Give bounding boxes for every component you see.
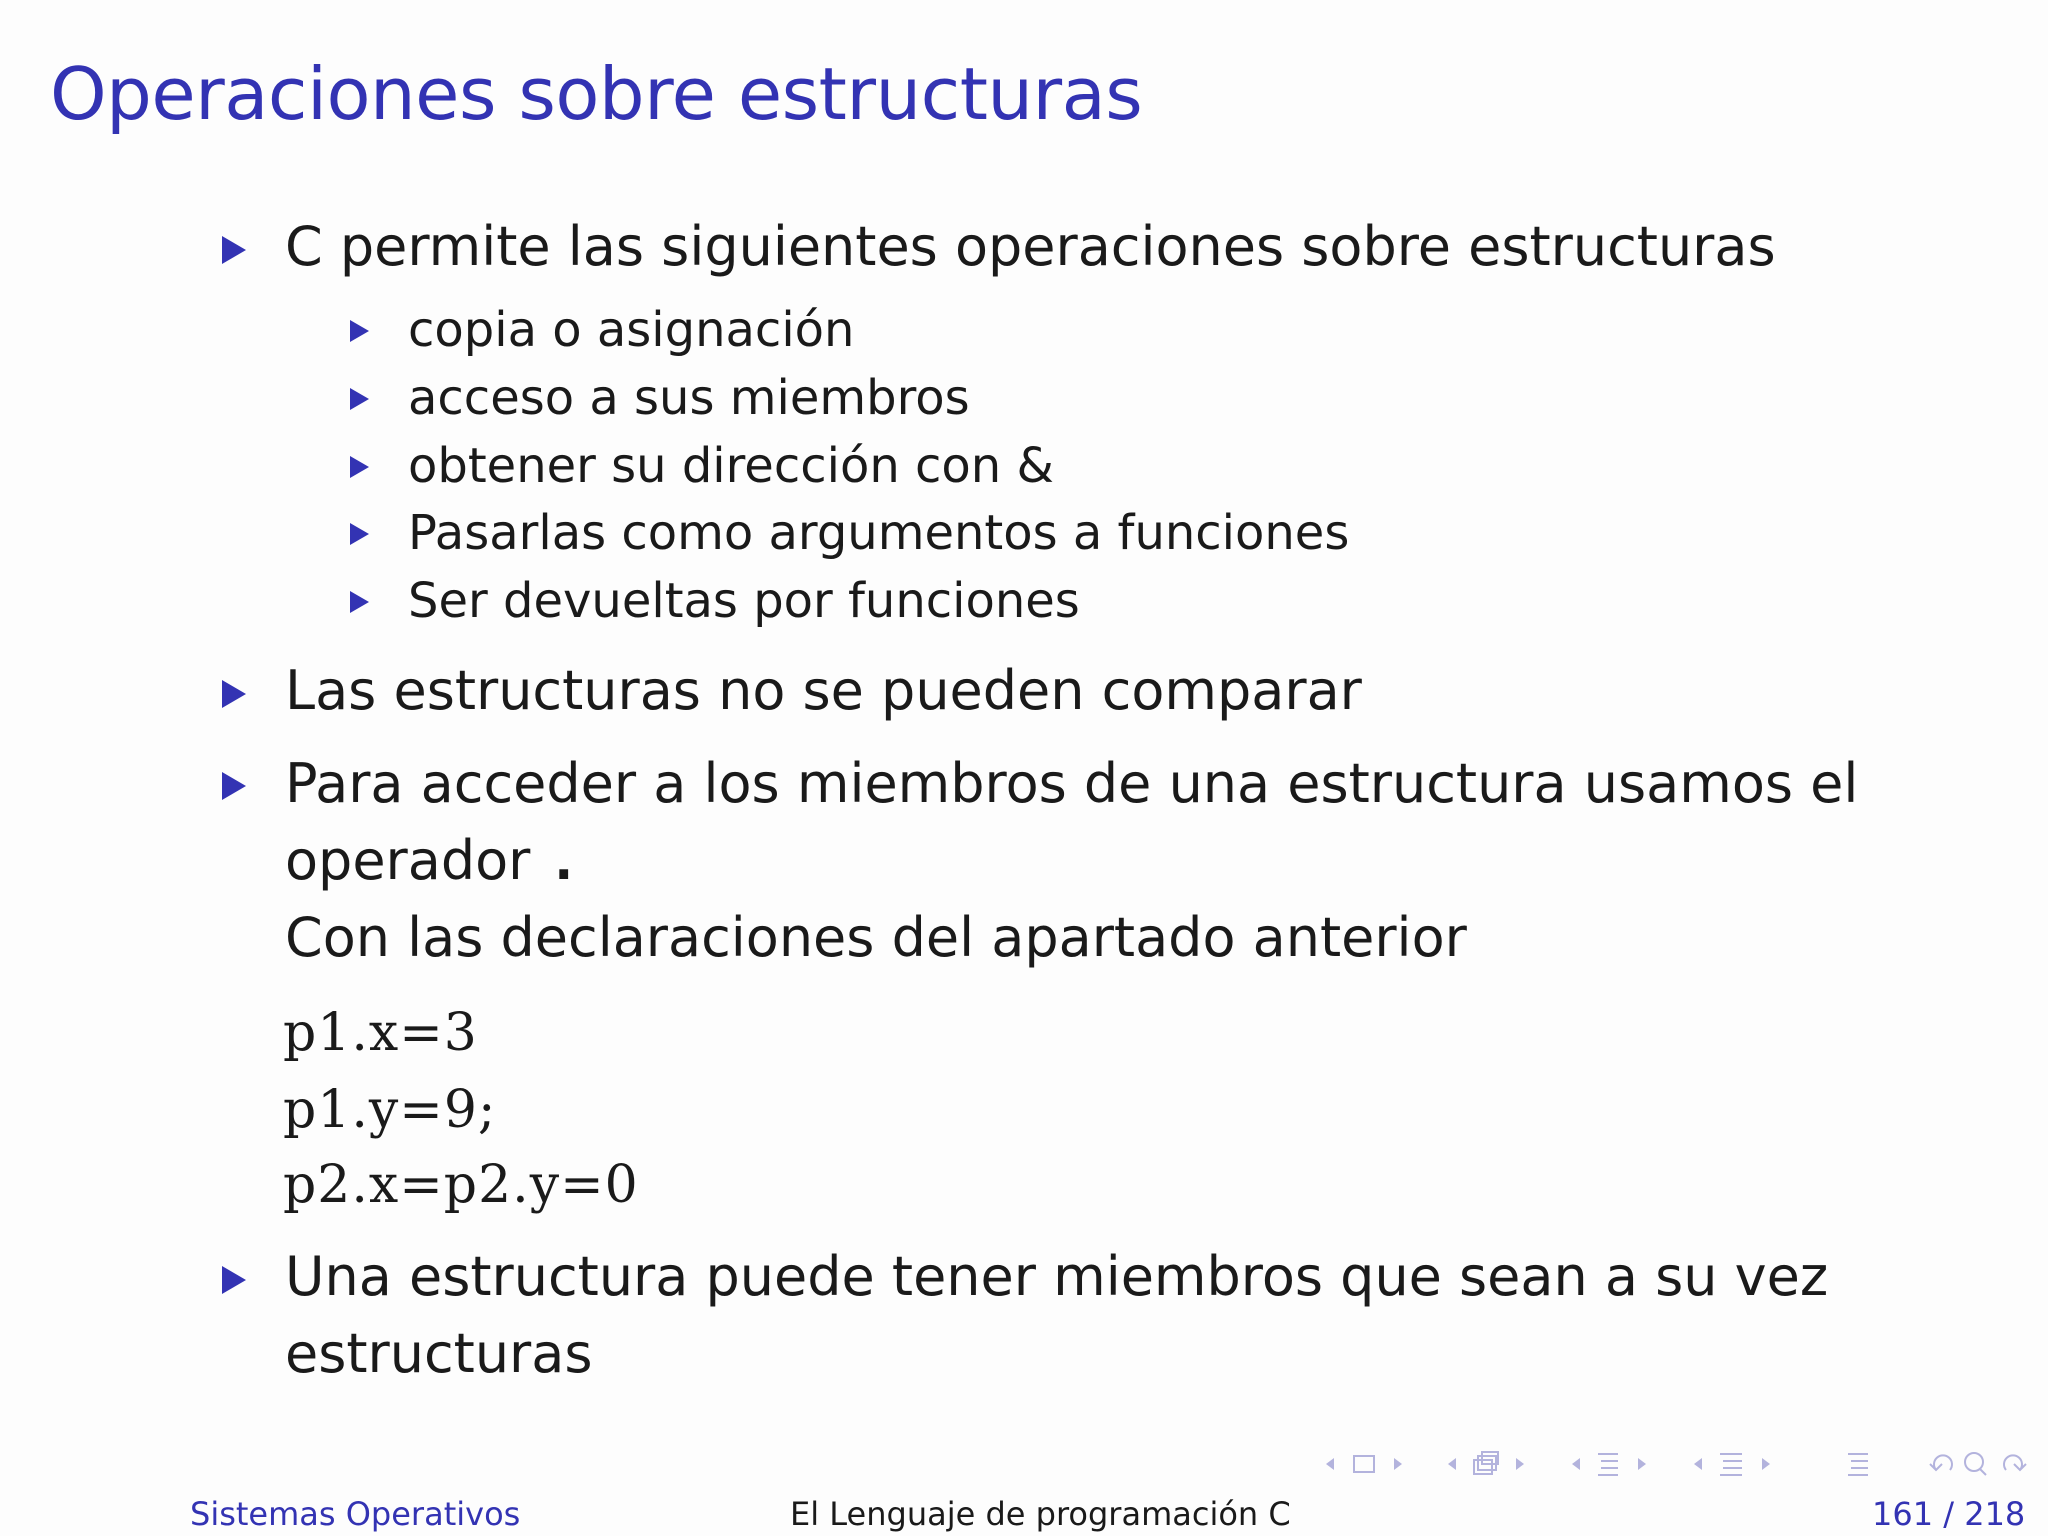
code-line: p1.y=9;: [283, 1080, 497, 1140]
sub-bullet-marker: [350, 591, 372, 613]
nav-frame-group[interactable]: [1326, 1456, 1402, 1472]
nav-presentation-group[interactable]: [1694, 1454, 1770, 1475]
code-line: p1.x=3: [283, 1003, 478, 1063]
bullet-text: Las estructuras no se pueden comparar: [285, 659, 1362, 722]
align-icon[interactable]: [1848, 1454, 1868, 1475]
next-arrow-icon[interactable]: [1638, 1458, 1646, 1470]
sub-bullet-marker: [350, 388, 372, 410]
bullet-text: C permite las siguientes operaciones sobre estructuras: [285, 215, 1776, 278]
forward-icon[interactable]: [2004, 1455, 2026, 1470]
nav-section-group[interactable]: [1572, 1454, 1646, 1475]
bullet-marker: [222, 236, 250, 264]
next-arrow-icon[interactable]: [1762, 1458, 1770, 1470]
back-icon[interactable]: [1930, 1455, 1952, 1470]
sub-bullet-marker: [350, 523, 372, 545]
operator-symbol: .: [547, 829, 581, 892]
page-number: 161 / 218: [1872, 1495, 2026, 1533]
beamer-nav-bar: [1318, 1444, 2048, 1484]
footer-center: El Lenguaje de programación C: [790, 1495, 1291, 1533]
sub-bullet-marker: [350, 456, 372, 478]
prev-arrow-icon[interactable]: [1694, 1458, 1702, 1470]
bullet-marker: [222, 680, 250, 708]
sub-bullet-text: Pasarlas como argumentos a funciones: [408, 505, 1350, 561]
bullet-text-continued: [285, 829, 580, 892]
footer-left: Sistemas Operativos: [190, 1495, 521, 1533]
prev-arrow-icon[interactable]: [1326, 1458, 1334, 1470]
presentation-icon[interactable]: [1720, 1454, 1742, 1475]
prev-arrow-icon[interactable]: [1448, 1458, 1456, 1470]
nav-subsection-group[interactable]: [1448, 1452, 1524, 1474]
section-icon[interactable]: [1598, 1454, 1618, 1475]
bullet-text: Una estructura puede tener miembros que sean a su vez: [285, 1245, 1829, 1308]
bullet-marker: [222, 1266, 250, 1294]
bullet-text: Para acceder a los miembros de una estructura usamos el: [285, 752, 1859, 815]
operator-text: operador: [285, 829, 531, 892]
bullet-text-continued: estructuras: [285, 1322, 593, 1385]
next-arrow-icon[interactable]: [1394, 1458, 1402, 1470]
sub-bullet-text: copia o asignación: [408, 302, 855, 358]
sub-bullet-text: acceso a sus miembros: [408, 370, 970, 426]
frame-icon[interactable]: [1354, 1456, 1374, 1472]
next-arrow-icon[interactable]: [1516, 1458, 1524, 1470]
bullet-marker: [222, 772, 250, 800]
prev-arrow-icon[interactable]: [1572, 1458, 1580, 1470]
code-line: p2.x=p2.y=0: [283, 1155, 639, 1215]
sub-bullet-text: obtener su dirección con &: [408, 438, 1054, 494]
sub-bullet-marker: [350, 320, 372, 342]
bullet-text-continued: Con las declaraciones del apartado anterior: [285, 906, 1467, 969]
sub-bullet-text: Ser devueltas por funciones: [408, 573, 1080, 629]
slide-title: Operaciones sobre estructuras: [50, 52, 1143, 136]
search-icon[interactable]: [1965, 1453, 1986, 1475]
